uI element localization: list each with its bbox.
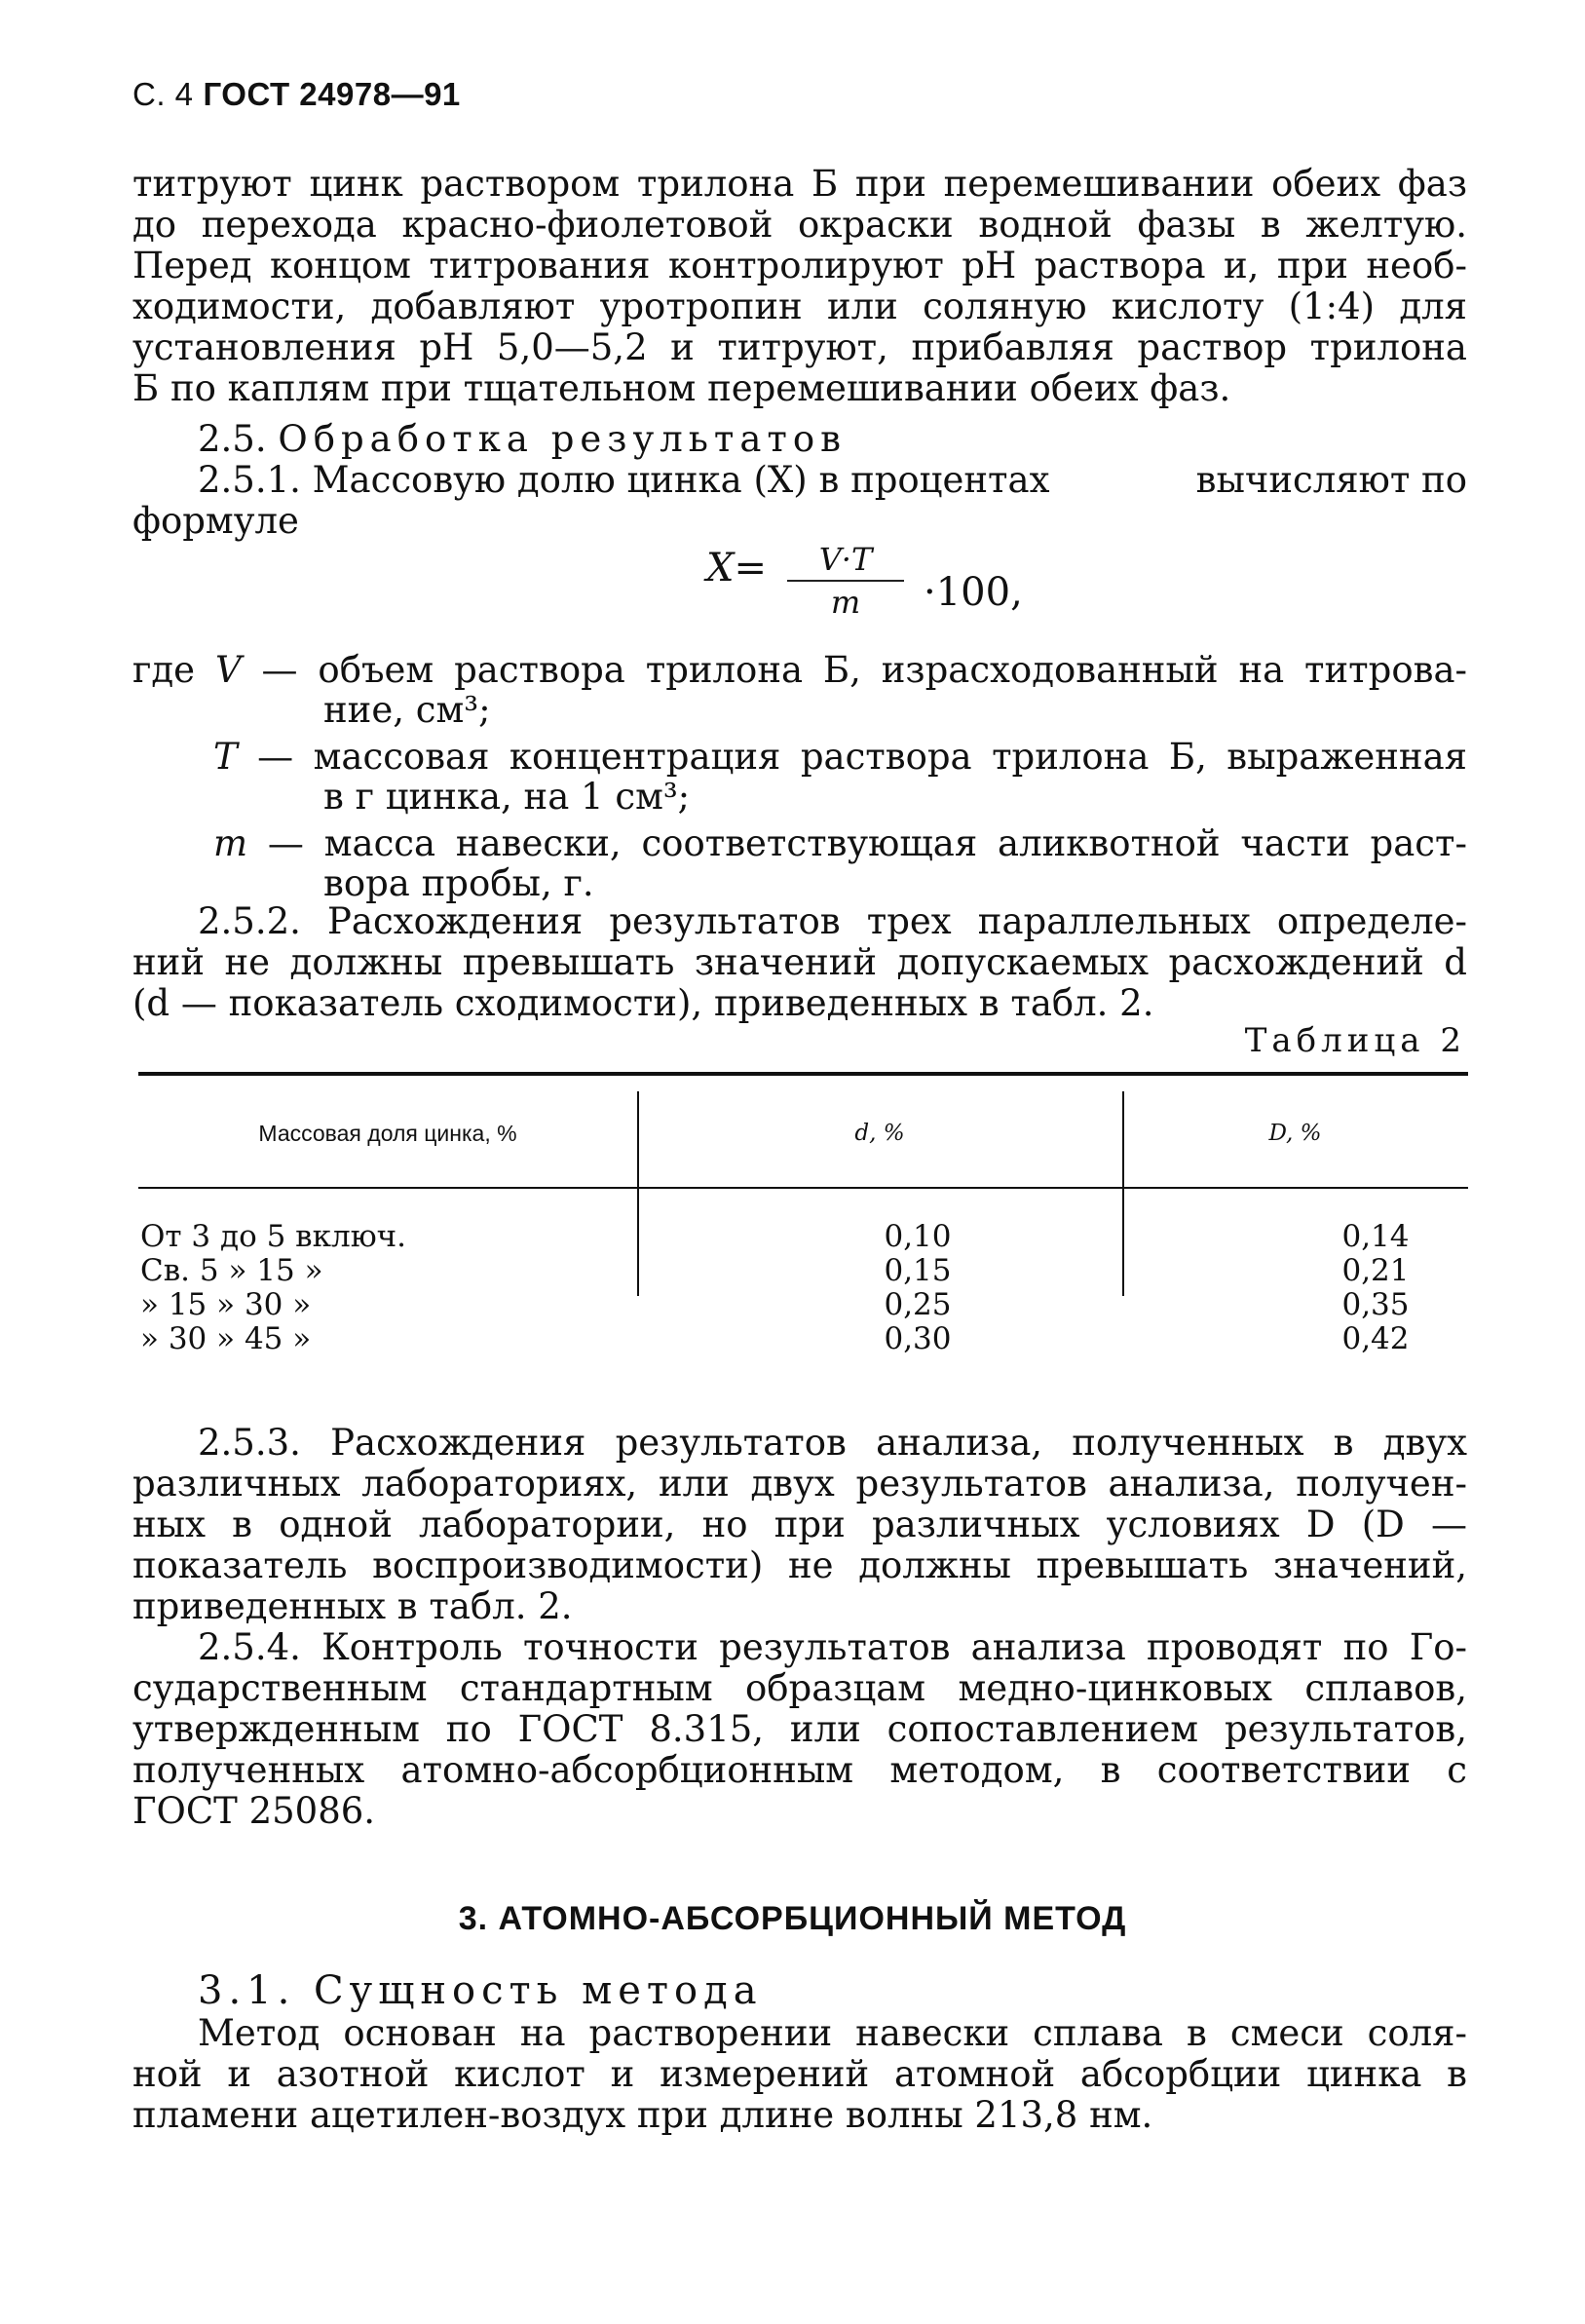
header-D: D, % [1268,1121,1322,1146]
table-caption: Таблица 2 [1244,1021,1466,1060]
table-cell: Св. 5 » 15 » [140,1253,323,1288]
definition-symbol: V [214,649,242,691]
definition-t [132,737,1467,817]
section-3-1-heading [198,1968,763,2013]
text-line: ходимости, добавляют уротропин или соляную кислоту (1:4) для [132,286,1467,327]
section-title: Обработка результатов [278,418,847,460]
section-number: 2.5. [198,418,267,460]
text-line: титруют цинк раствором трилона Б при перемешивании обеих фаз [132,163,1467,205]
intro-paragraph [132,164,1467,409]
table-2 [138,1072,1468,1384]
text-line: 2.5.3. Расхождения результатов анализа, полученных в двух [198,1422,1467,1464]
table-cell: 0,25 [884,1287,952,1322]
text-line: сударственным стандартным образцам медно-цинковых сплавов, [132,1667,1467,1709]
column-D [1317,1220,1434,1356]
definition-symbol: T [213,736,238,778]
text-line: формуле [132,500,299,542]
paragraph-2-5-4 [132,1627,1467,1832]
text-line: ных в одной лаборатории, но при различных условиях D (D — [132,1504,1467,1545]
variable-definitions [132,650,1467,910]
text-line: Перед концом титрования контролируют pH раствора и, при необ- [132,245,1467,286]
definition-text: в г цинка, на 1 см³; [323,776,691,818]
text-line: приведенных в табл. 2. [132,1585,573,1627]
definition-text: ние, см³; [323,689,491,731]
text-line: утвержденным по ГОСТ 8.315, или сопоставлением результатов, [132,1708,1467,1750]
definition-text: — массовая концентрация раствора трилона Б, выраженная [237,736,1467,778]
text-line: полученных атомно-абсорбционным методом, в соответствии с [132,1749,1467,1791]
section-3-title: 3. АТОМНО-АБСОРБЦИОННЫЙ МЕТОД [458,1900,1127,1937]
definition-prefix: где [132,649,215,691]
formula-fraction [787,541,904,621]
table-cell: 0,15 [884,1253,952,1288]
paragraph-2-5-3 [132,1423,1467,1627]
text-line: ний не должны превышать значений допускаемых расхождений d [132,941,1467,983]
text-line: различных лабораториях, или двух результатов анализа, получен- [132,1463,1467,1505]
table-cell: 0,35 [1341,1287,1410,1322]
table-cell: » 15 » 30 » [140,1287,312,1322]
formula-denominator: m [830,584,861,621]
section-title: Сущность метода [314,1968,763,2013]
header-mass-fraction: Массовая доля цинка, % [258,1121,517,1146]
paragraph-2-5-1 [132,460,1467,542]
standard-code: ГОСТ 24978—91 [203,76,461,112]
definition-v [132,650,1467,730]
formula-tail: ·100, [924,570,1023,615]
text-line: до перехода красно-фиолетовой окраски водной фазы в желтую. [132,204,1467,246]
definition-text: вора пробы, г. [323,862,594,904]
table-cell: 0,30 [884,1321,952,1356]
column-d [820,1220,1015,1356]
text-line: 2.5.4. Контроль точности результатов анализа проводят по Го- [198,1626,1467,1668]
formula-lhs: X= [706,546,767,591]
header-d: d, % [854,1121,905,1146]
table-cell: От 3 до 5 включ. [140,1219,407,1254]
definition-m [132,823,1467,903]
table-cell: » 30 » 45 » [140,1321,312,1356]
table-header-rule [138,1187,1468,1189]
text-line: показатель воспроизводимости) не должны превышать значений, [132,1544,1467,1586]
text-line: 2.5.1. Массовую долю цинка (X) в процентах [198,459,1050,501]
table-cell: 0,21 [1341,1253,1410,1288]
text-line: пламени ацетилен-воздух при длине волны 213,8 нм. [132,2094,1153,2136]
section-2-5-heading [198,419,1367,460]
paragraph-2-5-2 [132,901,1467,1024]
column-mass-fraction [140,1220,406,1356]
text-line: (d — показатель сходимости), приведенных в табл. 2. [132,982,1154,1024]
paragraph-3-1 [132,2013,1467,2136]
definition-text: — масса навески, соответствующая аликвотной части раст- [247,822,1467,864]
definition-symbol: m [213,822,248,864]
text-line: ГОСТ 25086. [132,1790,376,1832]
page-number: С. 4 [132,76,194,112]
definition-text: — объем раствора трилона Б, израсходованный на титрова- [241,649,1467,691]
table-cell: 0,42 [1341,1321,1410,1356]
table-cell: 0,14 [1341,1219,1410,1254]
formula-numerator: V·T [787,541,904,582]
section-number: 3.1. [198,1968,296,2013]
table-cell: 0,10 [884,1219,952,1254]
text-line: ной и азотной кислот и измерений атомной абсорбции цинка в [132,2053,1467,2095]
table-top-rule [138,1072,1468,1076]
text-line: Б по каплям при тщательном перемешивании обеих фаз. [132,367,1231,409]
text-line: 2.5.2. Расхождения результатов трех параллельных определе- [198,900,1467,942]
text-line: вычисляют по [1195,459,1467,501]
text-line: Метод основан на растворении навески сплава в смеси соля- [198,2012,1467,2054]
text-line: установления pH 5,0—5,2 и титруют, прибавляя раствор трилона [132,326,1467,368]
page-header [132,76,461,113]
